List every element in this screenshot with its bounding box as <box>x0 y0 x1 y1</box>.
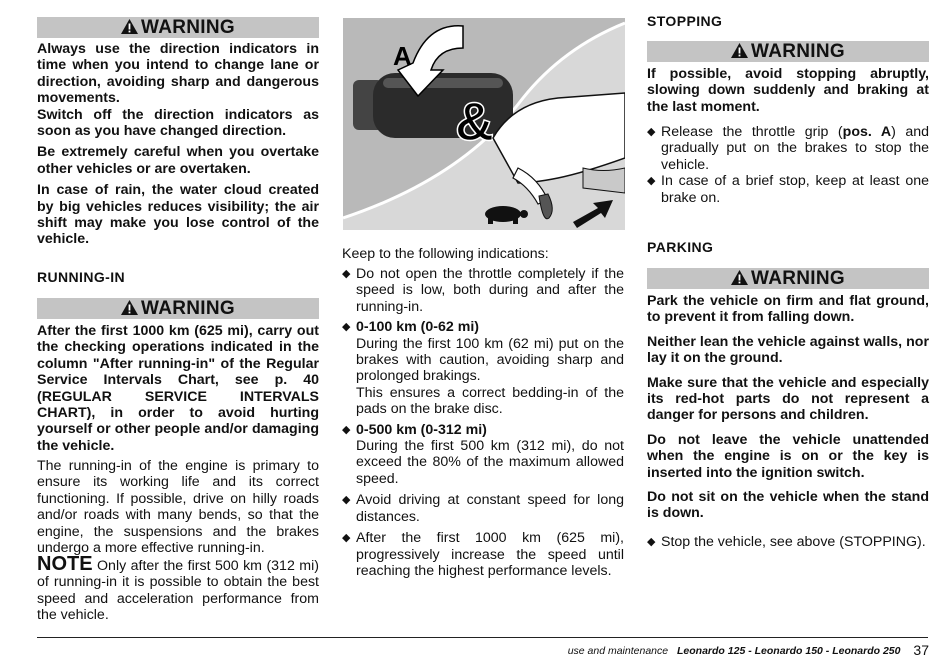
warning-triangle-icon <box>731 270 748 285</box>
list-item: ◆ 0-500 km (0-312 mi) During the first 500 km (312 mi), do not exceed the 80% of the maximum allowed speed. <box>342 421 624 487</box>
indications-list <box>342 266 624 579</box>
page-number: 37 <box>913 642 929 658</box>
bullet-diamond-icon: ◆ <box>342 494 351 507</box>
warning-paragraph: Do not sit on the vehicle when the stand is down. <box>647 489 929 522</box>
warning-banner: WARNING <box>647 41 929 62</box>
list-item: ◆ Avoid driving at constant speed for long distances. <box>342 492 624 525</box>
stopping-list <box>647 124 929 206</box>
warning-paragraph: Do not leave the vehicle unattended when the engine is on or the key is inserted into the ignition switch. <box>647 431 929 481</box>
body-paragraph: The running-in of the engine is primary to ensure its working life and its correct functioning. If possible, drive on hilly roads and/or roads with many bends, so that the engine, the suspensions and the brakes undergo a more effective running-in. <box>37 458 319 557</box>
throttle-illustration <box>343 18 625 230</box>
warning-triangle-icon <box>121 19 138 34</box>
bullet-diamond-icon: ◆ <box>647 126 656 138</box>
footer-section: use and maintenance <box>567 645 669 657</box>
bullet-diamond-icon: ◆ <box>647 536 656 548</box>
warning-banner: WARNING <box>647 268 929 289</box>
warning-text-block <box>647 293 929 522</box>
warning-paragraph: Make sure that the vehicle and especially its red-hot parts do not represent a danger for persons and children. <box>647 374 929 424</box>
warning-paragraph: Neither lean the vehicle against walls, nor lay it on the ground. <box>647 333 929 367</box>
list-item: ◆ 0-100 km (0-62 mi) During the first 100 km (62 mi) put on the brakes with caution, avoiding sharp and prolonged brakings. This ensures a correct bedding-in of the pads on the brake disc. <box>342 319 624 418</box>
bullet-diamond-icon: ◆ <box>342 423 351 436</box>
list-item: ◆ After the first 1000 km (625 mi), progressively increase the speed until reaching the highest performance levels. <box>342 530 624 579</box>
warning-paragraph: After the first 1000 km (625 mi), carry out the checking operations indicated in the column "After running-in" of the Regular Service Intervals Chart, see p. 40 (REGULAR SERVICE INTERVALS CHART), in order to avoid hurting yourself or other people and/or damaging the vehicle. <box>37 323 319 454</box>
warning-paragraph: If possible, avoid stopping abruptly, slowing down suddenly and braking at the last moment. <box>647 66 929 115</box>
note-text: Only after the first 500 km (312 mi) of running-in it is possible to obtain the best speed and acceleration performance from the vehicle. <box>37 558 319 624</box>
warning-triangle-icon <box>731 43 748 58</box>
warning-paragraph: Park the vehicle on firm and flat ground, to prevent it from falling down. <box>647 293 929 326</box>
running-in-heading: RUNNING-IN <box>37 269 125 285</box>
warning-text-block <box>37 41 319 248</box>
warning-triangle-icon <box>121 300 138 315</box>
warning-paragraph: Switch off the direction indicators as soon as you have changed direction. <box>37 106 319 140</box>
note-label: NOTE <box>37 553 93 575</box>
parking-list <box>647 534 929 550</box>
list-item: ◆ Release the throttle grip (pos. A) and gradually put on the brakes to stop the vehicle. <box>647 124 930 173</box>
page-footer <box>568 642 929 658</box>
intro-text: Keep to the following indications: <box>342 246 549 262</box>
bullet-diamond-icon: ◆ <box>342 532 351 545</box>
warning-banner: WARNING <box>37 298 319 319</box>
warning-paragraph: In case of rain, the water cloud created by big vehicles reduces visibility; the air shift may make you lose control of the vehicle. <box>37 182 319 248</box>
figure-label-a: A <box>393 41 412 71</box>
note-paragraph <box>37 553 319 624</box>
bullet-diamond-icon: ◆ <box>647 175 656 188</box>
warning-paragraph: Always use the direction indicators in time when you intend to change lane or direction, avoiding sharp and dangerous movements. <box>37 41 319 107</box>
stopping-heading: STOPPING <box>647 13 723 29</box>
footer-model: Leonardo 125 - Leonardo 150 - Leonardo 250 <box>677 645 901 657</box>
warning-paragraph: Be extremely careful when you overtake other vehicles or are overtaken. <box>37 144 319 177</box>
list-item: ◆ Stop the vehicle, see above (STOPPING). <box>647 534 926 550</box>
warning-banner: WARNING <box>37 17 319 38</box>
figure-ampersand: & <box>455 92 494 152</box>
bullet-diamond-icon: ◆ <box>342 321 351 334</box>
bullet-diamond-icon: ◆ <box>342 268 351 280</box>
list-item: ◆ In case of a brief stop, keep at least one brake on. <box>647 173 929 206</box>
list-item: ◆ Do not open the throttle completely if the speed is low, both during and after the running-in. <box>342 266 624 315</box>
footer-divider <box>37 637 928 638</box>
parking-heading: PARKING <box>647 239 714 255</box>
